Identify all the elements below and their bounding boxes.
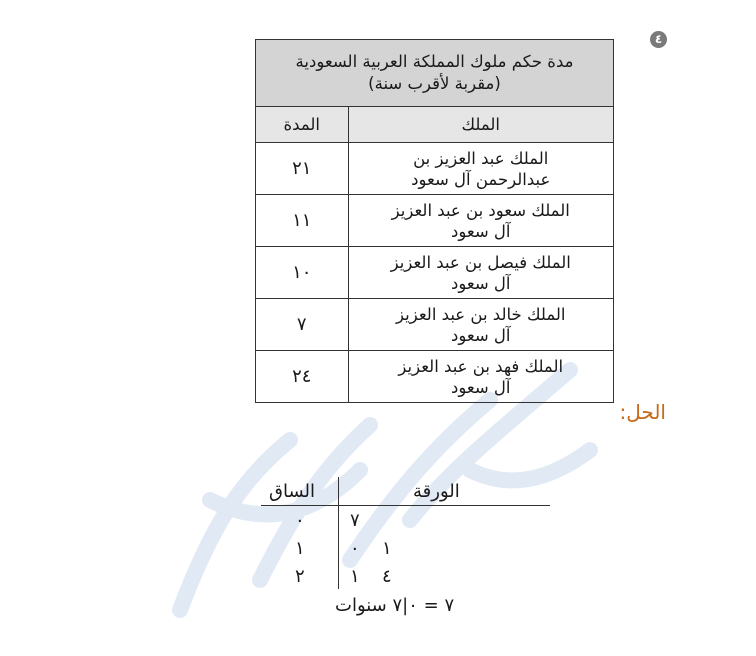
table-caption-line1: مدة حكم ملوك المملكة العربية السعودية bbox=[295, 52, 574, 71]
table-row bbox=[256, 195, 614, 247]
stem-value: ٠ bbox=[295, 510, 305, 531]
king-name-line2: آل سعود bbox=[451, 377, 511, 397]
header-duration: المدة bbox=[256, 107, 349, 143]
king-cell bbox=[348, 299, 613, 351]
plot-divider-vertical bbox=[338, 477, 339, 589]
duration-cell: ٢١ bbox=[256, 143, 349, 195]
table-row bbox=[256, 247, 614, 299]
king-name-line1: الملك فهد بن عبد العزيز bbox=[398, 356, 564, 376]
leaf-value: ٤ bbox=[382, 566, 392, 587]
leaf-value: ٧ bbox=[350, 510, 360, 531]
stem-header: الساق bbox=[269, 481, 315, 502]
table-caption bbox=[256, 40, 614, 107]
king-name-line1: الملك عبد العزيز بن bbox=[413, 148, 549, 168]
king-name-line2: آل سعود bbox=[451, 273, 511, 293]
king-name-line2: آل سعود bbox=[451, 325, 511, 345]
plot-divider-horizontal bbox=[261, 505, 550, 506]
stem-and-leaf-plot bbox=[255, 477, 550, 593]
leaf-value: ١ bbox=[382, 538, 392, 559]
stem-value: ١ bbox=[295, 538, 305, 559]
leaf-header: الورقة bbox=[413, 481, 460, 502]
table-row bbox=[256, 351, 614, 403]
table-row bbox=[256, 299, 614, 351]
stem-value: ٢ bbox=[295, 566, 305, 587]
plot-key: ٧ = ٠|٧ سنوات bbox=[335, 595, 455, 616]
king-cell bbox=[348, 195, 613, 247]
king-name-line1: الملك فيصل بن عبد العزيز bbox=[390, 252, 571, 272]
king-cell bbox=[348, 351, 613, 403]
duration-cell: ٢٤ bbox=[256, 351, 349, 403]
king-cell bbox=[348, 143, 613, 195]
duration-cell: ٧ bbox=[256, 299, 349, 351]
leaf-value: ٠ bbox=[350, 538, 360, 559]
table-row bbox=[256, 143, 614, 195]
header-king: الملك bbox=[348, 107, 613, 143]
king-name-line1: الملك سعود بن عبد العزيز bbox=[391, 200, 570, 220]
kings-reign-table bbox=[255, 39, 614, 403]
problem-number-badge: ٤ bbox=[650, 31, 667, 48]
king-cell bbox=[348, 247, 613, 299]
solution-label: الحل: bbox=[619, 400, 666, 424]
leaf-value: ١ bbox=[350, 566, 360, 587]
duration-cell: ١٠ bbox=[256, 247, 349, 299]
duration-cell: ١١ bbox=[256, 195, 349, 247]
table-caption-line2: (مقربة لأقرب سنة) bbox=[368, 74, 501, 93]
king-name-line2: آل سعود bbox=[451, 221, 511, 241]
king-name-line1: الملك خالد بن عبد العزيز bbox=[396, 304, 566, 324]
king-name-line2: عبدالرحمن آل سعود bbox=[411, 169, 551, 189]
